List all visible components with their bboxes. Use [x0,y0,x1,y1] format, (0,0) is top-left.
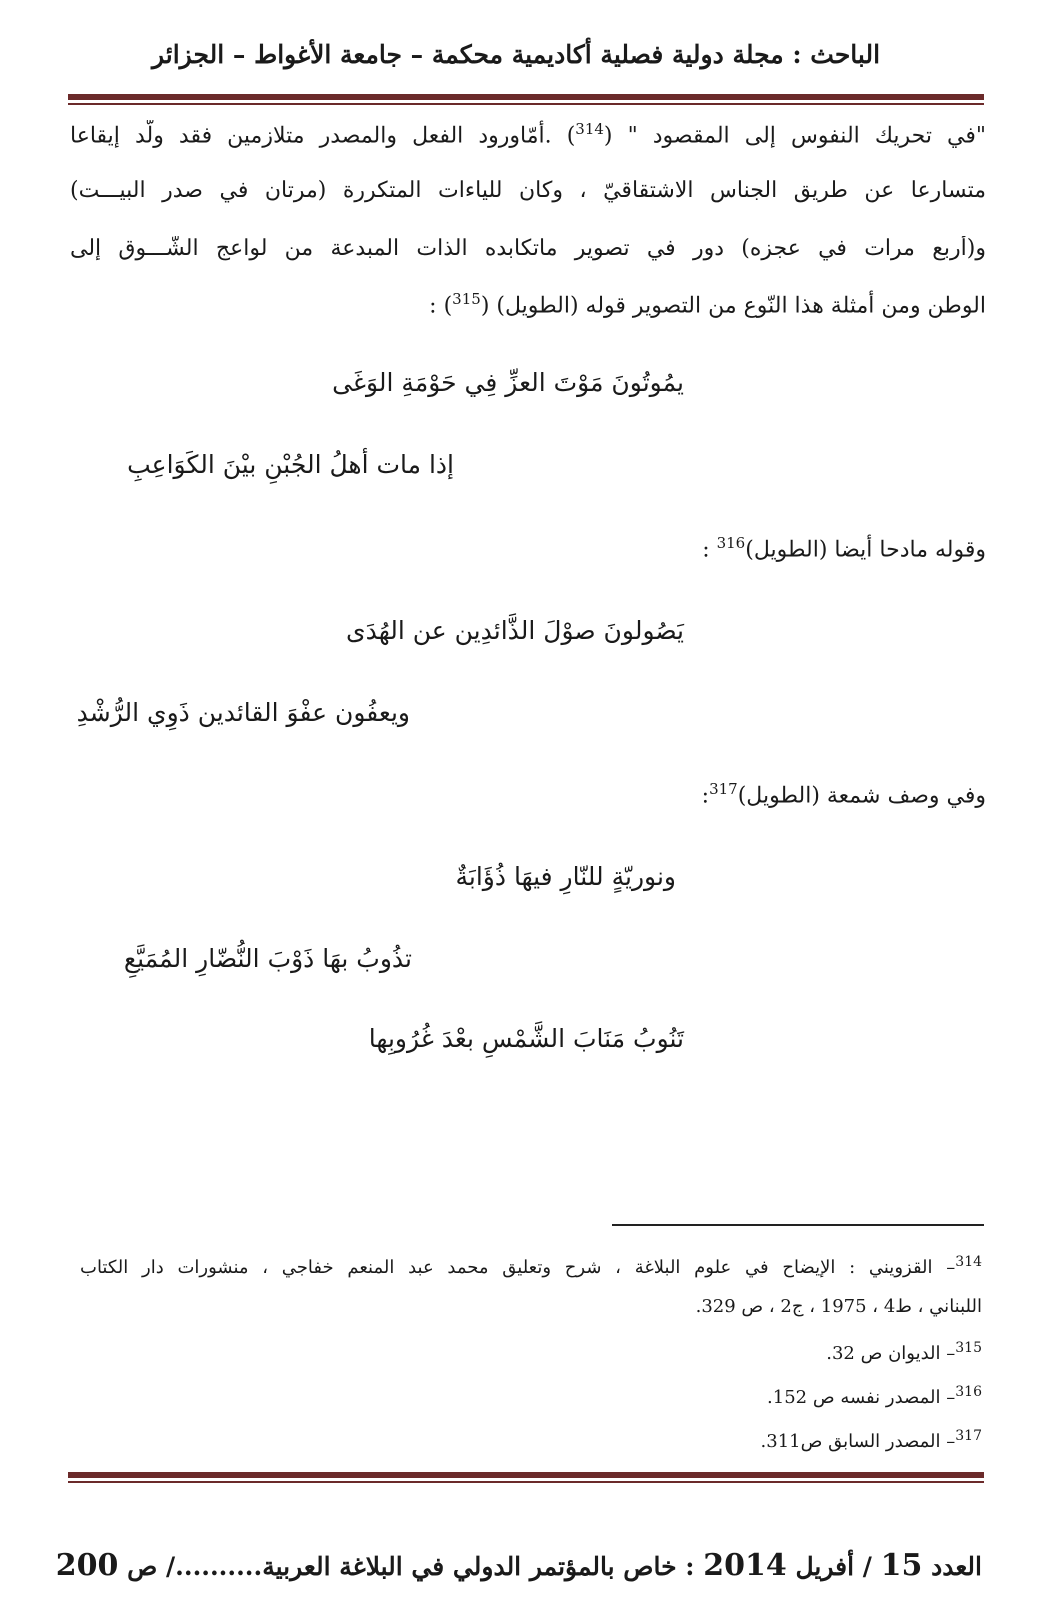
footnote-separator [612,1224,984,1226]
header-rule-thick [68,94,984,100]
footnote-ref-317[interactable]: 317 [709,780,738,798]
footnote-314-continued: اللبناني ، ط4 ، 1975 ، ج2 ، ص 329. [695,1296,982,1317]
footnote-ref-316[interactable]: 316 [716,534,746,552]
verse-3-first-hemistich: ونوريّةٍ للنّارِ فيهَا ذُؤَابَةٌ [455,862,676,891]
running-footer: العدد 15 / أفريل 2014 : خاص بالمؤتمر الدولي في البلاغة العربية........../ ص 200 [55,1548,982,1583]
verse-3-second-hemistich: تذُوبُ بهَا ذَوْبَ النُّضّارِ المُمَيَّعِ [123,944,412,973]
verse-2-second-hemistich: ويعفُون عفْوَ القائدين ذَوِي الرُّشْدِ [76,698,410,727]
issue-label: العدد [931,1552,982,1581]
page-number: 200 [55,1548,119,1583]
paragraph-line-4: الوطن ومن أمثلة هذا النّوع من التصوير قوله (الطويل) ($^{315}$) : [429,290,986,319]
footnote-314: $^{314}$– القزويني : الإيضاح في علوم البلاغة ، شرح وتعليق محمد عبد المنعم خفاجي ، منشورات دار الكتاب [80,1254,982,1278]
issue-description: : خاص بالمؤتمر الدولي في البلاغة العربية.......... [175,1552,695,1581]
verse-4-first-hemistich: تَنُوبُ مَنَابَ الشَّمْسِ بعْدَ غُرُوبِها [368,1024,684,1053]
issue-number: 15 [880,1548,923,1583]
header-rule-thin [68,103,984,105]
verse-2-intro: وقوله مادحا أيضا (الطويل)$^{316}$ : [702,534,986,563]
paragraph-line-1: "في تحريك النفوس إلى المقصود " ($^{314}$) .أمّاورود الفعل والمصدر متلازمين فقد ولّد إيقاعا [70,120,986,149]
verse-3-intro: وفي وصف شمعة (الطويل)$^{317}$: [701,780,986,809]
verse-2-first-hemistich: يَصُولونَ صوْلَ الذَّائدِين عن الهُدَى [346,616,684,645]
verse-1-second-hemistich: إذا مات أهلُ الجُبْنِ بيْنَ الكَوَاعِبِ [127,450,454,479]
running-header: الباحث : مجلة دولية فصلية أكاديمية محكمة – جامعة الأغواط – الجزائر [151,40,881,69]
footer-rule-thin [68,1481,984,1483]
issue-month: أفريل [795,1552,855,1581]
footnote-ref-315[interactable]: 315 [452,290,481,308]
verse-1-first-hemistich: يمُوتُونَ مَوْتَ العزِّ فِي حَوْمَةِ الوَغَى [332,368,684,397]
footnote-317: $^{317}$– المصدر السابق ص311. [760,1428,982,1452]
paragraph-line-2: متسارعا عن طريق الجناس الاشتقاقيّ ، وكان للياءات المتكررة (مرتان في صدر البيـــت) [70,178,986,203]
footnote-316: $^{316}$– المصدر نفسه ص 152. [767,1384,982,1408]
footnote-315: $^{315}$– الديوان ص 32. [826,1340,982,1364]
footnote-ref-314[interactable]: 314 [575,120,604,138]
footer-rule-thick [68,1472,984,1478]
paragraph-line-3: و(أربع مرات في عجزه) دور في تصوير ماتكابده الذات المبدعة من لواعج الشّـــوق إلى [70,236,986,261]
issue-year: 2014 [703,1548,787,1583]
